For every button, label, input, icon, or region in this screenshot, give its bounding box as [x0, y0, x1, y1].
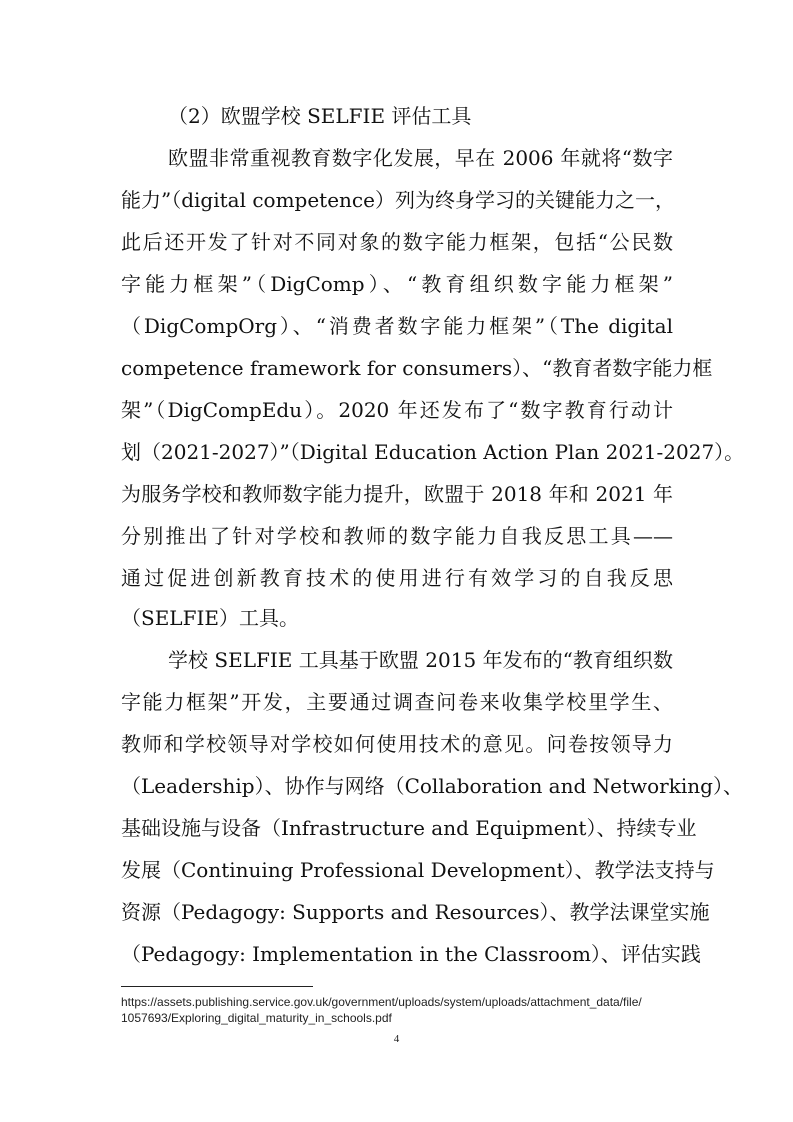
paragraph-2-line: 资源（Pedagogy: Supports and Resources）、教学法课堂实施 [121, 900, 710, 924]
paragraph-1-line: 通过促进创新教育技术的使用进行有效学习的自我反思 [121, 566, 673, 590]
footnote-url-line: 1057693/Exploring_digital_maturity_in_schools.pdf [121, 1011, 392, 1025]
paragraph-2-line: 教师和学校领导对学校如何使用技术的意见。问卷按领导力 [121, 732, 673, 756]
paragraph-2-line: 发展（Continuing Professional Development）、教学法支持与 [121, 858, 715, 882]
footnote-divider [121, 986, 313, 987]
paragraph-1-line: competence framework for consumers）、“教育者数字能力框 [121, 356, 713, 380]
paragraph-1-line: 欧盟非常重视教育数字化发展，早在 2006 年就将“数字 [168, 146, 673, 170]
paragraph-1-line: （DigCompOrg）、“消费者数字能力框架”（The digital [121, 314, 673, 338]
paragraph-1-line: 能力”（digital competence）列为终身学习的关键能力之一， [121, 188, 675, 212]
paragraph-2-line: （Leadership）、协作与网络（Collaboration and Networking）、 [121, 774, 743, 798]
paragraph-2-line: 字能力框架”开发，主要通过调查问卷来收集学校里学生、 [121, 690, 673, 714]
section-heading: （2）欧盟学校 SELFIE 评估工具 [168, 104, 472, 128]
page-number: 4 [393, 1033, 400, 1045]
paragraph-1-line: 为服务学校和教师数字能力提升，欧盟于 2018 年和 2021 年 [121, 482, 673, 506]
paragraph-1-line: 字能力框架”（DigComp）、“教育组织数字能力框架” [121, 272, 673, 296]
paragraph-2-line: 基础设施与设备（Infrastructure and Equipment）、持续专业 [121, 816, 697, 840]
paragraph-1-line: （SELFIE）工具。 [121, 606, 299, 630]
footnote-url-line: https://assets.publishing.service.gov.uk/government/uploads/system/uploads/attachment_data/file/ [121, 995, 642, 1009]
paragraph-1-line: 划（2021-2027）”（Digital Education Action Plan 2021-2027）。 [121, 440, 745, 464]
paragraph-1-line: 此后还开发了针对不同对象的数字能力框架，包括“公民数 [121, 230, 673, 254]
paragraph-1-line: 分别推出了针对学校和教师的数字能力自我反思工具—— [121, 524, 673, 548]
paragraph-1-line: 架”（DigCompEdu）。2020 年还发布了“数字教育行动计 [121, 398, 673, 422]
paragraph-2-line: 学校 SELFIE 工具基于欧盟 2015 年发布的“教育组织数 [168, 648, 673, 672]
paragraph-2-line: （Pedagogy: Implementation in the Classroom）、评估实践 [121, 942, 701, 966]
